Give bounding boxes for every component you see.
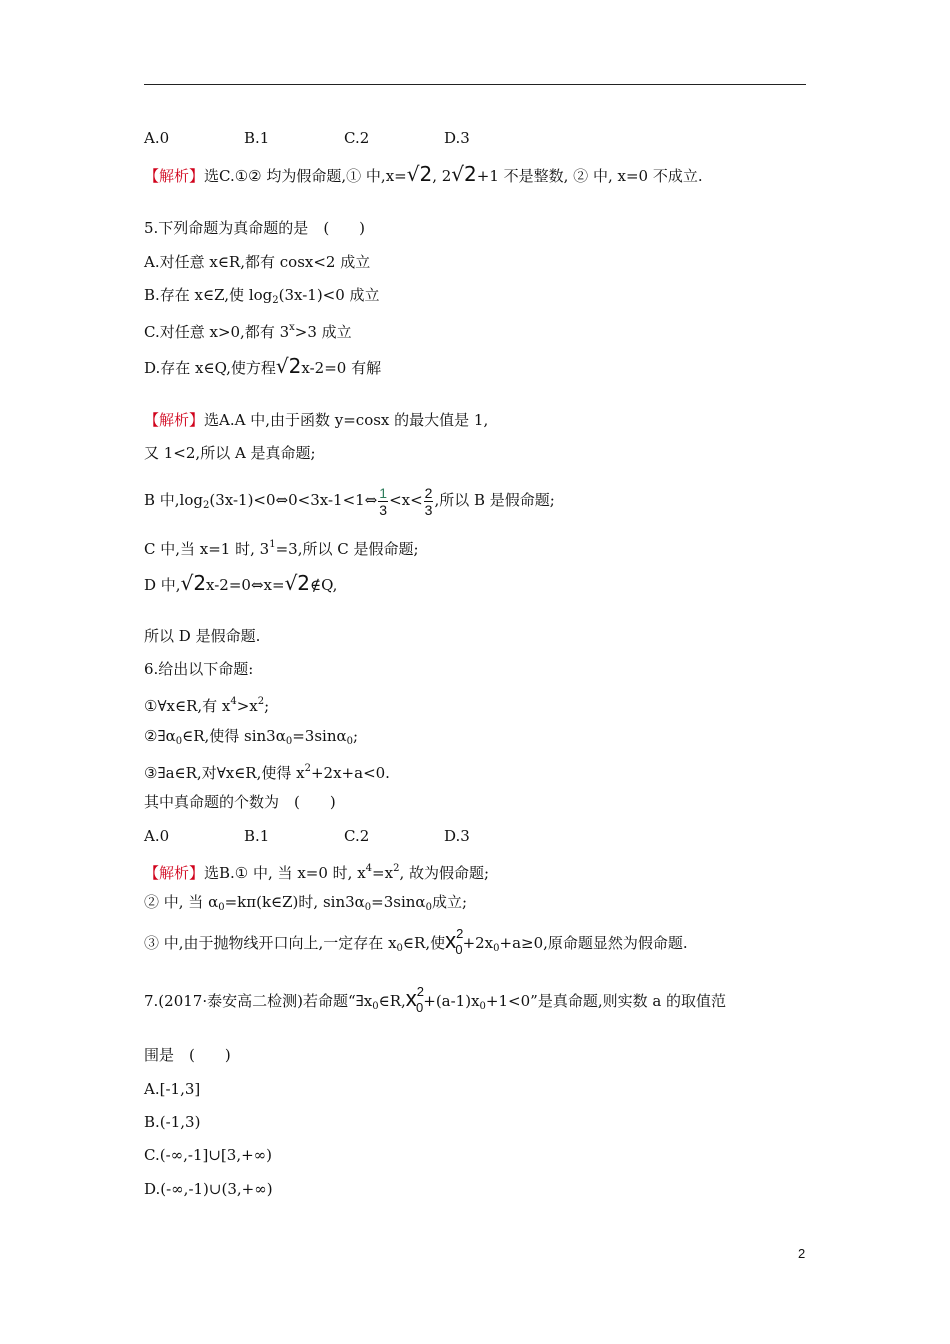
sqrt2-formula: √2 (406, 162, 433, 186)
q5-option-b: B.存在 x∈Z,使 $\log_2(3x-1)<0$ 成立 (144, 286, 380, 306)
option-b: B.1 (244, 129, 270, 147)
q7-option-d: D.(-∞,-1)∪(3,+∞) (144, 1180, 273, 1198)
option-d: D.3 (444, 827, 470, 845)
analysis-tag: 【解析】 (144, 167, 205, 185)
header-rule (144, 84, 806, 85)
q5-stem: 5.下列命题为真命题的是 ( ) (144, 219, 366, 237)
fraction-two-thirds: $\frac{2}{3}$ (424, 484, 433, 518)
q6-options (144, 826, 544, 846)
x0-squared-formula: $x^2_0$ (405, 984, 425, 1015)
q4-options (144, 128, 544, 148)
q6-proposition-3: ③∃a∈R,对∀x∈R,使得 $x^2+2x+a<0$. (144, 763, 390, 782)
q6-stem: 6.给出以下命题: (144, 660, 254, 678)
q5-analysis-line6: 所以 D 是假命题. (144, 627, 261, 645)
q7-stem: 7.(2017·泰安高二检测)若命题“$\exists x_0\in R,x^2_0+(a-1)x_0+1<0$”是真命题,则实数 a 的取值范 (144, 984, 727, 1015)
q7-stem-continued: 围是 ( ) (144, 1046, 231, 1064)
q5-analysis-line4: C 中,当 x=1 时, $3^1=3$,所以 C 是假命题; (144, 539, 419, 558)
page-number: 2 (798, 1246, 806, 1261)
q7-option-c: C.(-∞,-1]∪[3,+∞) (144, 1146, 273, 1164)
q7-option-a: A.[-1,3] (144, 1080, 201, 1098)
q5-analysis-line2: 又 1<2,所以 A 是真命题; (144, 444, 316, 462)
q5-analysis-line5: D 中,√2x-2=0⇔x=√2∉Q, (144, 571, 338, 595)
q5-analysis-line3: B 中$,\log_2(3x-1)<0\Leftrightarrow 0<3x-1<1\Leftrightarrow$ $\frac{1}{3}$ <x< $\frac{2}{3}$ ,所以 B 是假命题; (144, 484, 555, 518)
sqrt2-formula: √2 (451, 162, 477, 186)
q4-analysis: 【解析】选C.①② 均为假命题,① 中,x=√2, 2√2+1 不是整数, ② 中, x=0 不成立. (144, 162, 703, 186)
q6-proposition-2: $②\exists\alpha_0\in R$,使得 $\sin 3\alpha_0=3\sin\alpha_0$; (144, 727, 359, 747)
analysis-tag: 【解析】 (144, 411, 205, 429)
q6-proposition-1: ①∀x∈R,有 $x^4>x^2$; (144, 696, 270, 715)
option-a: A.0 (144, 129, 170, 147)
fraction-one-third: $\frac{1}{3}$ (379, 484, 388, 518)
q6-analysis-line2: ② 中, 当 $\alpha_0=k\pi(k\in Z)$时, $\sin 3\alpha_0=3\sin\alpha_0$成立; (144, 893, 467, 913)
option-c: C.2 (344, 129, 370, 147)
q5-analysis-line1: 【解析】选A.A 中,由于函数 y=cosx 的最大值是 1, (144, 411, 489, 429)
q5-option-d: D.存在 x∈Q,使方程√2x-2=0 有解 (144, 354, 382, 378)
sqrt2-formula: √2 (284, 571, 311, 595)
analysis-tag: 【解析】 (144, 864, 205, 882)
q7-option-b: B.(-1,3) (144, 1113, 201, 1131)
sqrt2-formula: √2 (180, 571, 207, 595)
q5-option-a: A.对任意 x∈R,都有 cosx<2 成立 (144, 253, 371, 271)
x0-squared-formula: $x^2_0$ (445, 926, 464, 957)
option-c: C.2 (344, 827, 370, 845)
option-a: A.0 (144, 827, 170, 845)
q6-question: 其中真命题的个数为 ( ) (144, 793, 336, 811)
q5-option-c: C.对任意 x>0,都有 $3^x>3$ 成立 (144, 322, 352, 341)
q6-analysis-line1: 【解析】选B.① 中, 当 x=0 时, $x^4=x^2$, 故为假命题; (144, 863, 490, 882)
sqrt2-formula: √2 (275, 354, 302, 378)
option-b: B.1 (244, 827, 270, 845)
q6-analysis-line3: ③ 中,由于抛物线开口向上,一定存在 $x_0\in R$,使$x^2_0+2x_0+a\ge 0$,原命题显然为假命题. (144, 926, 688, 957)
option-d: D.3 (444, 129, 470, 147)
